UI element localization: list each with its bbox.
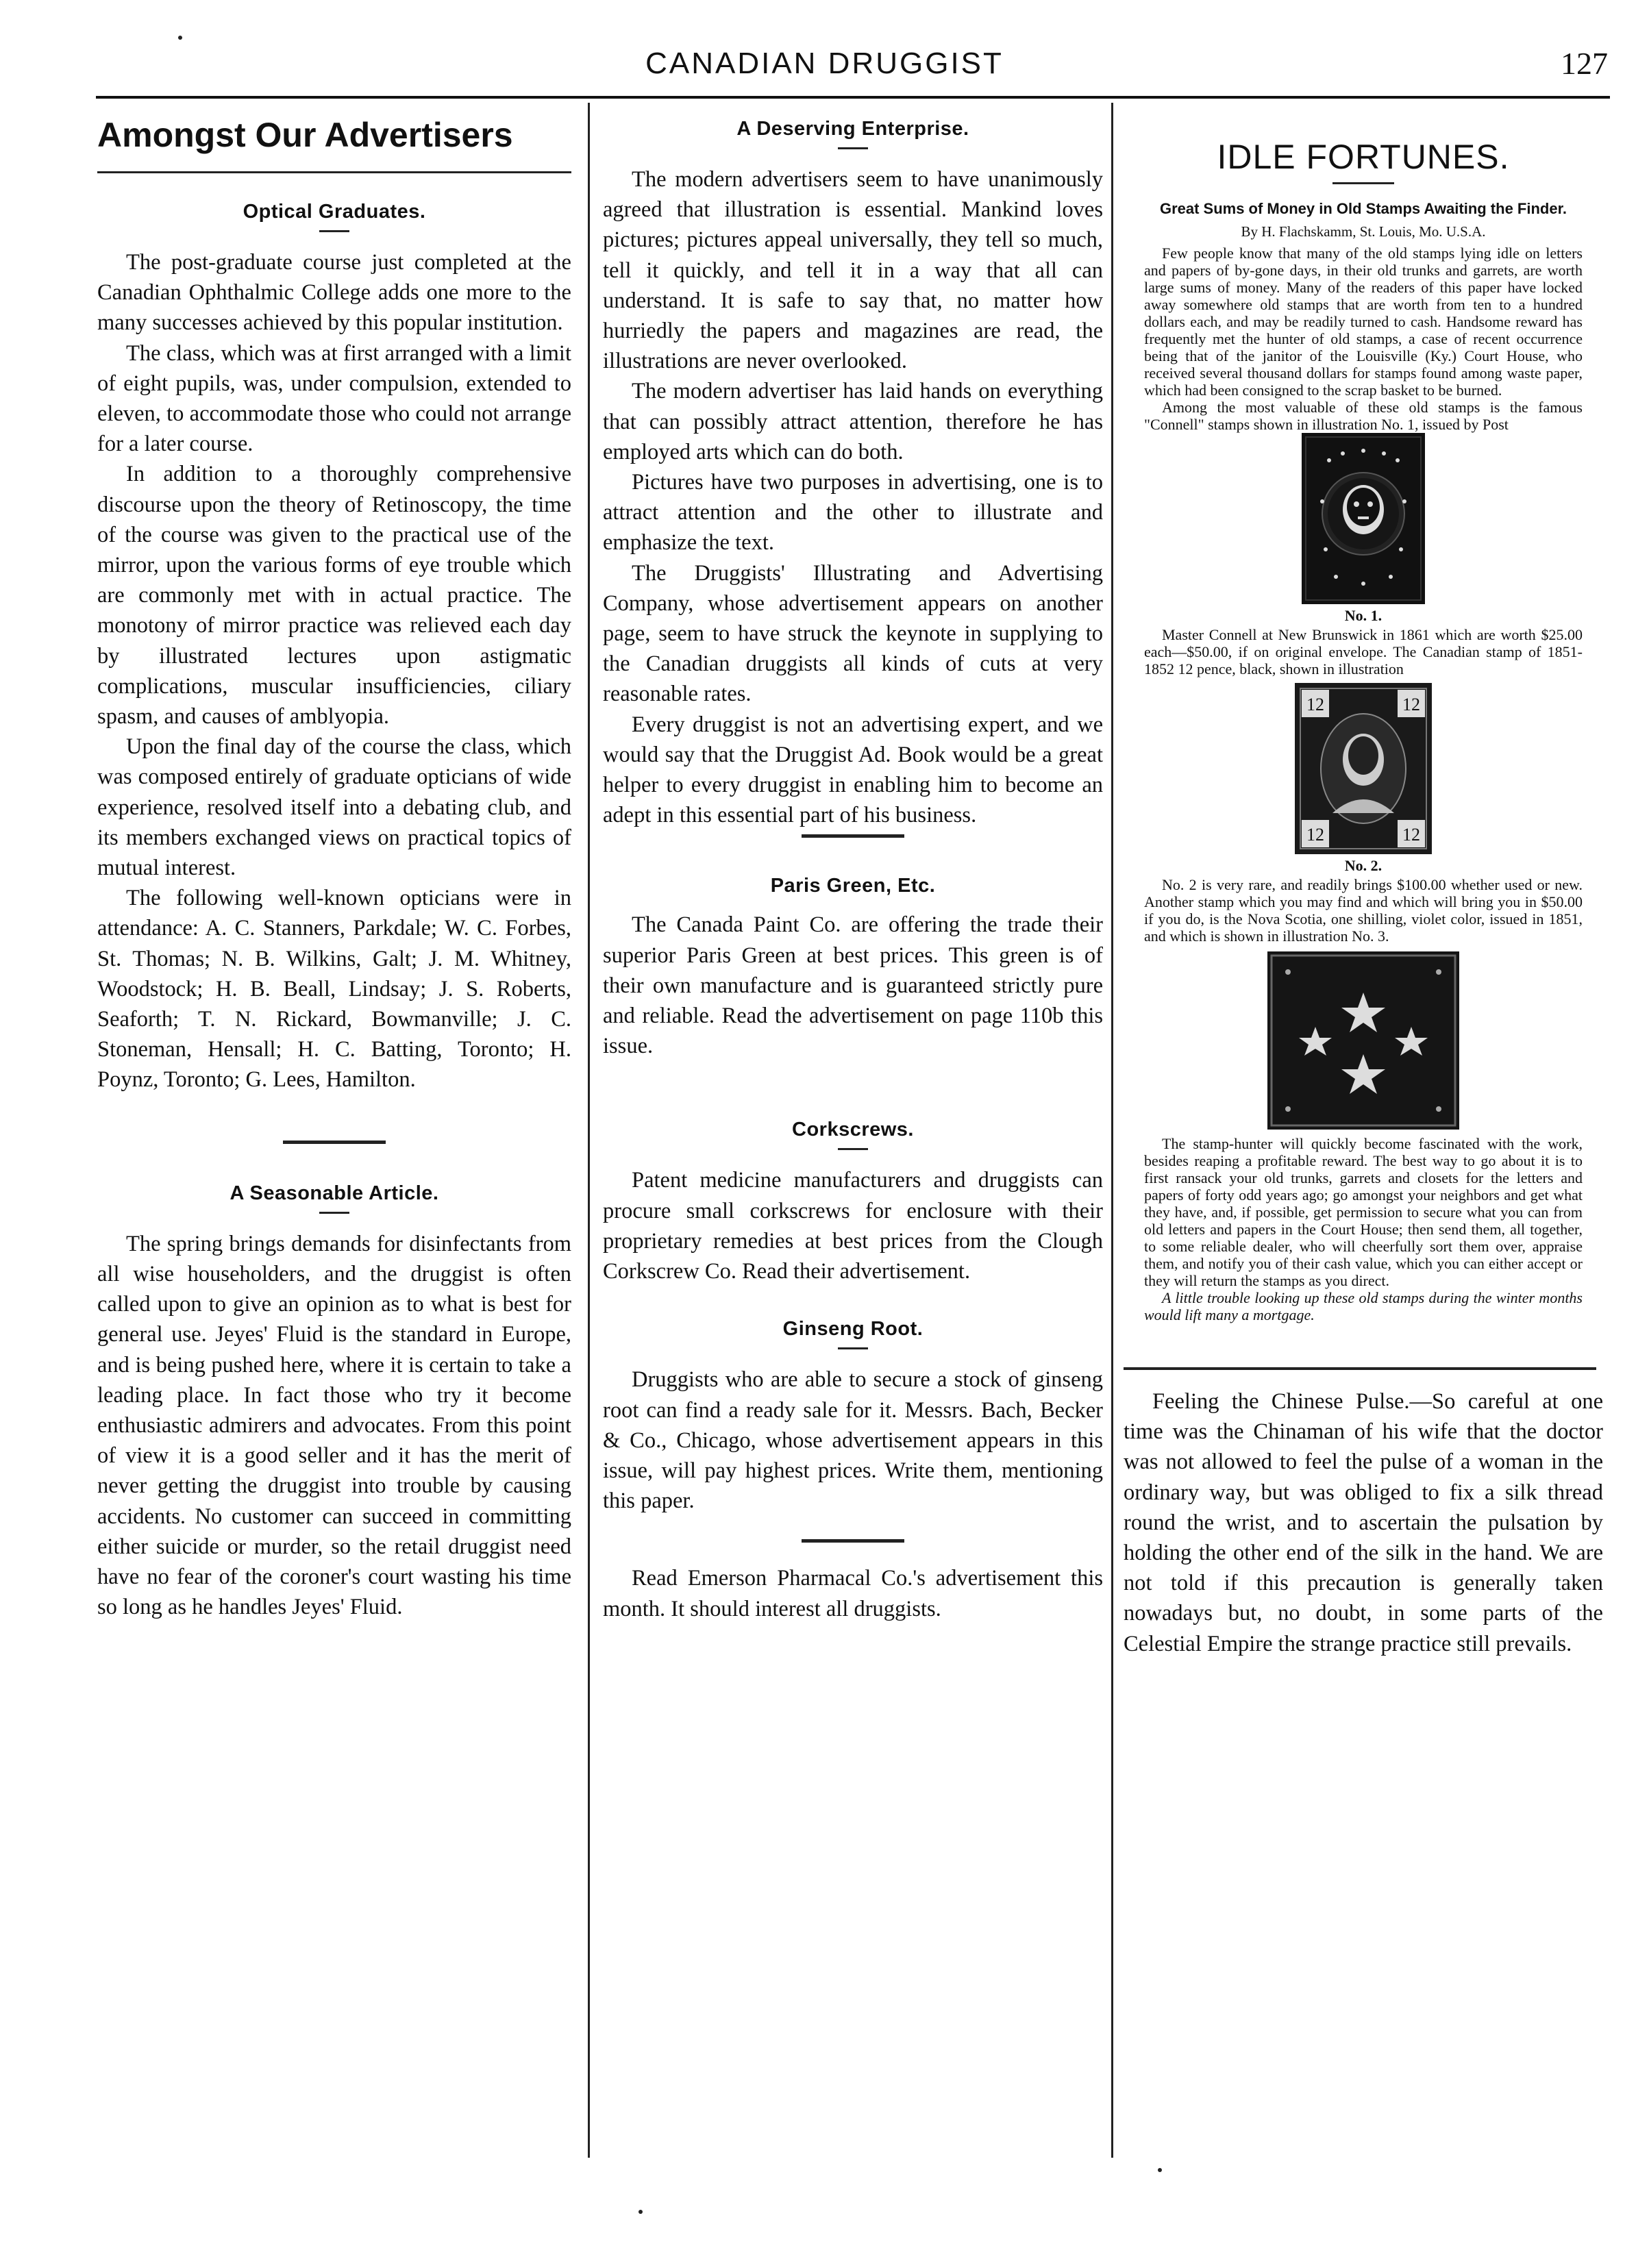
column-divider <box>1111 103 1113 2158</box>
article-title-seasonable: A Seasonable Article. <box>230 1182 439 1204</box>
column-right <box>1124 103 1603 1659</box>
idle-fortunes-subtitle: Great Sums of Money in Old Stamps Awaiting the Finder. <box>1159 200 1567 217</box>
svg-text:12: 12 <box>1402 695 1420 714</box>
paragraph: The spring brings demands for disinfectants from all wise householders, and the druggist is often called upon to give an opinion as to what is best for general use. Jeyes' Fluid is the standard in Europe, and is being pushed here, where it is certain to take a leading place. In fact those who try it become enthusiastic admirers and advocates. From this point of view it is a good seller and it has the merit of never getting the druggist into trouble by causing accidents. No customer can succeed in committing either suicide or murder, so the retail druggist need have no fear of the coroner's court wasting his time so long as he handles Jeyes' Fluid. <box>97 1231 571 1620</box>
paragraph: Upon the final day of the course the class, which was composed entirely of graduate opticians of wide experience, resolved itself into a debating club, and its members exchanged views on practical topics of mutual interest. <box>97 734 571 881</box>
paragraph: Few people know that many of the old stamps lying idle on letters and papers of by-gone days, in their old trunks and garrets, are worth large sums of money. Many of the readers of this paper have locked away somewhere old stamps that are worth from ten to a hundred dollars each, and may be readily turned to cash. Handsome reward has frequently met the hunter of old stamps, a case of recent occurrence being that of the janitor of the Louisville (Ky.) Court House, who received several thousand dollars for stamps found among waste paper, which had been consigned to the scrap basket to be burned. <box>1144 245 1583 399</box>
stamp-label-2: No. 2. <box>1344 857 1383 874</box>
page-number: 127 <box>1561 46 1608 81</box>
paragraph: Every druggist is not an advertising expert, and we would say that the Druggist Ad. Book would be a great helper to every druggist in enabling him to become an adept in this essential part of his business. <box>603 712 1103 828</box>
stamp-caption-1: Master Connell at New Brunswick in 1861 which are worth $25.00 each—$50.00, if on original envelope. The Canadian stamp of 1851-1852 12 pence, black, shown in illustration <box>1144 626 1583 677</box>
idle-fortunes-title: IDLE FORTUNES. <box>1217 138 1510 176</box>
svg-text:12: 12 <box>1306 695 1324 714</box>
paragraph: The modern advertiser has laid hands on everything that can possibly attract attention, therefore he has employed arts which can do both. <box>603 379 1103 464</box>
article-title-optical: Optical Graduates. <box>243 201 426 223</box>
stamp-caption-2: No. 2 is very rare, and readily brings $100.00 whether used or new. Another stamp which you may find and which will bring you in $50.00 if you do, is the Nova Scotia, one shilling, violet color, issued in 1851, and which is shown in illustration No. 3. <box>1144 876 1583 945</box>
article-title-deserving: A Deserving Enterprise. <box>736 118 969 140</box>
paragraph: The Druggists' Illustrating and Advertising Company, whose advertisement appears on another page, seem to have struck the keynote in supplying to the Canadian druggists all kinds of cuts at very reasonable rates. <box>603 560 1103 707</box>
stamp-illustration-3 <box>1267 951 1459 1130</box>
running-head: CANADIAN DRUGGIST <box>645 47 1004 80</box>
idle-fortunes-body <box>1124 199 1603 1323</box>
print-speck <box>1158 2168 1162 2172</box>
article-title-ginseng: Ginseng Root. <box>782 1318 923 1341</box>
section-heading-advertisers: Amongst Our Advertisers <box>97 116 513 154</box>
article-title-corkscrews: Corkscrews. <box>792 1119 914 1141</box>
paragraph: The post-graduate course just completed at the Canadian Ophthalmic College adds one more to the many successes achieved by this popular institution. <box>97 250 571 336</box>
column-left <box>97 103 571 1622</box>
column-middle <box>603 103 1103 1624</box>
paragraph: Read Emerson Pharmacal Co.'s advertisement this month. It should interest all druggists. <box>603 1566 1103 1621</box>
paragraph-chinese-pulse: Feeling the Chinese Pulse.—So careful at one time was the Chinaman of his wife that the doctor was not allowed to feel the pulse of a woman in the ordinary way, but was obliged to fix a silk thread round the wrist, and to ascertain the pulsation by holding the other end of the silk in the hand. We are not told if this precaution is generally taken nowadays but, no doubt, in some parts of the Celestial Empire the strange practice still prevails. <box>1124 1389 1603 1656</box>
stamp-caption-3b: A little trouble looking up these old stamps during the winter months would lift many a mortgage. <box>1144 1289 1583 1323</box>
paragraph: Druggists who are able to secure a stock of ginseng root can find a ready sale for it. Messrs. Bach, Becker & Co., Chicago, whose advertisement appears in this issue, will pay highest prices. Write them, mentioning this paper. <box>603 1367 1103 1514</box>
paragraph: Pictures have two purposes in advertising, one is to attract attention and the other to illustrate and emphasize the text. <box>603 470 1103 556</box>
title-dash <box>838 1347 868 1349</box>
svg-text:12: 12 <box>1402 825 1420 845</box>
byline: By H. Flachskamm, St. Louis, Mo. U.S.A. <box>1241 223 1486 240</box>
paragraph: The modern advertisers seem to have unanimously agreed that illustration is essential. Mankind loves pictures; pictures appeal universally, they tell so much, tell it quickly, and tell it in a way that all can understand. It is safe to say that, no matter how hurriedly the papers and magazines are read, the illustrations are never overlooked. <box>603 167 1103 374</box>
title-dash <box>319 230 349 232</box>
stamp-illustration-1 <box>1302 433 1425 604</box>
paragraph: Patent medicine manufacturers and druggists can procure small corkscrews for enclosure with their proprietary remedies at best prices from the Clough Corkscrew Co. Read their advertisement. <box>603 1168 1103 1284</box>
title-dash <box>838 147 868 149</box>
paragraph: The class, which was at first arranged with a limit of eight pupils, was, under compulsion, extended to eleven, to accommodate those who could not arrange for a later course. <box>97 340 571 457</box>
paragraph: In addition to a thoroughly comprehensive discourse upon the theory of Retinoscopy, the time of the course was given to the practical use of the mirror, upon the various forms of eye trouble which are commonly met with in actual practice. The monotony of mirror practice was relieved each day by illustrated lectures upon astigmatic complications, muscular insufficiencies, ciliary spasm, and causes of amblyopia. <box>97 462 571 730</box>
paragraph: The following well-known opticians were in attendance: A. C. Stanners, Parkdale; W. C. Forbes, St. Thomas; N. B. Wilkins, Galt; J. M. Whitney, Woodstock; H. B. Beall, Lindsay; J. S. Roberts, Seaforth; T. N. Rickard, Bowmanville; J. C. Stoneman, Hensall; H. C. Batting, Toronto; H. Poynz, Toronto; G. Lees, Hamilton. <box>97 886 571 1093</box>
title-dash <box>838 1148 868 1150</box>
paragraph: Among the most valuable of these old stamps is the famous "Connell" stamps shown in illustration No. 1, issued by Post <box>1144 399 1583 433</box>
stamp-illustration-2 <box>1295 683 1432 854</box>
title-rule <box>1332 182 1394 184</box>
paragraph: The Canada Paint Co. are offering the trade their superior Paris Green at best prices. This green is of their own manufacture and is guaranteed strictly pure and reliable. Read the advertisement on page 110b this issue. <box>603 912 1103 1059</box>
print-speck <box>638 2210 643 2214</box>
svg-text:12: 12 <box>1306 825 1324 845</box>
stamp-label-1: No. 1. <box>1344 607 1383 624</box>
article-title-paris: Paris Green, Etc. <box>770 875 936 897</box>
print-speck <box>178 36 182 40</box>
column-divider <box>588 103 590 2158</box>
title-dash <box>319 1212 349 1214</box>
header-rule <box>96 96 1610 99</box>
stamp-caption-3: The stamp-hunter will quickly become fascinated with the work, besides reaping a profitable reward. The best way to go about it is to first ransack your old trunks, garrets and closets for the letters and papers of forty odd years ago; go amongst your neighbors and get what they have, and, if possible, get permission to secure what you can from old letters and papers in the Court House; then send them, all together, to some reliable dealer, who will cheerfully sort them over, appraise them, and notify you of their cash value, which you can either accept or they will return the stamps as you direct. <box>1144 1135 1583 1289</box>
